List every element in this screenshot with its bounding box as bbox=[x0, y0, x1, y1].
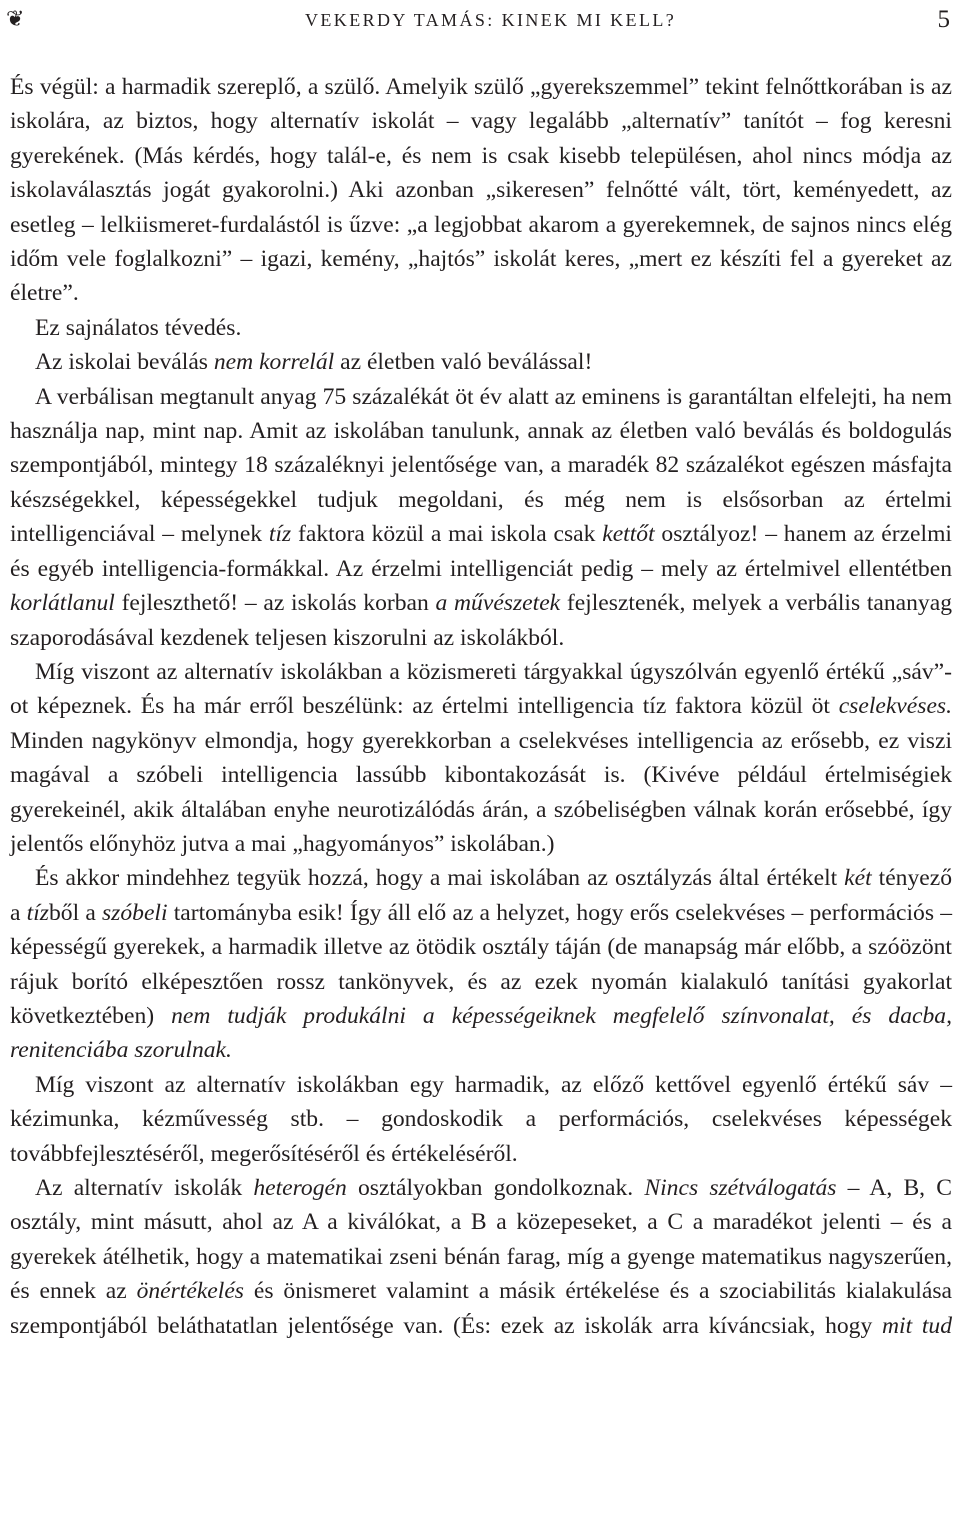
fleuron-ornament-icon: ❦ bbox=[6, 6, 25, 31]
emphasis: két bbox=[844, 865, 872, 892]
emphasis: tíz bbox=[268, 521, 292, 548]
paragraph bbox=[10, 1068, 952, 1171]
running-title: VEKERDY TAMÁS: KINEK MI KELL? bbox=[305, 10, 677, 30]
text-run: Míg viszont az alternatív iskolákban egy harmadik, az előző kettővel egyenlő értékű sáv – kézimunka, kézművesség stb. – gondoskodik a performációs, cselekvéses képességek továbbfejlesztéséről, megerősítéséről és értékeléséről. bbox=[10, 1071, 952, 1167]
text-run: fejleszthető! – az iskolás korban bbox=[114, 590, 436, 617]
text-run: Ez sajnálatos tévedés. bbox=[35, 314, 242, 341]
paragraph bbox=[10, 311, 952, 345]
text-run: Míg viszont az alternatív iskolákban a közismereti tárgyakkal úgyszólván egyenlő értékű „sáv”-ot képeznek. És ha már erről beszélünk: az értelmi intelligencia tíz faktora közül öt bbox=[10, 658, 952, 720]
paragraph bbox=[10, 1171, 952, 1343]
text-run: az életben való beválással! bbox=[334, 349, 593, 376]
paragraph bbox=[10, 861, 952, 1067]
text-run: tartományba esik! Így áll elő az a helyzet, hogy erős cselekvéses – performációs – képességű gyerekek, a harmadik illetve az ötödik osztály táján (de manapság már előbb, a szóözönt rájuk borító elképesztően rossz tankönyvek, és az ezek nyomán kialakuló tanítási gyakorlat következtében) bbox=[10, 899, 953, 1029]
emphasis: a művészetek bbox=[435, 590, 561, 617]
text-run: A verbálisan megtanult anyag 75 százalékát öt év alatt az eminens is garantáltan elfelejti, ha nem használja nap, mint nap. Amit az iskolában tanulunk, annak az életben való beválás és boldogulás szempontjából, mintegy 18 százaléknyi jelentősége van, a maradék 82 százalékot egészen másfajta készségekkel, képességekkel tudjuk megoldani, és még nem is elsősorban az értelmi intelligenciával – melynek bbox=[10, 383, 952, 548]
emphasis: mit tud bbox=[881, 1312, 952, 1339]
text-run: – A, B, C osztály, mint másutt, ahol az A a kiválókat, a B a közepeseket, a C a maradékot jelenti – és a gyerekek átélhetik, hogy a matematikai zseni bénán farag, míg a gyenge matematikus nagyszerűen, és ennek az bbox=[10, 1175, 953, 1305]
paragraph bbox=[10, 380, 952, 655]
text-run: fejlesztenék, melyek a verbális tananyag szaporodásával kezdenek teljesen kiszorulni az iskolákból. bbox=[10, 590, 953, 651]
emphasis: önértékelés bbox=[136, 1278, 244, 1305]
text-run: ből a bbox=[48, 899, 102, 926]
emphasis: korlátlanul bbox=[10, 590, 115, 617]
emphasis: nem tudják produkálni a képességeiknek megfelelő színvonalat, és dacba, renitenciába szorulnak. bbox=[10, 1002, 952, 1064]
emphasis: nem korrelál bbox=[213, 349, 335, 376]
text-run: És végül: a harmadik szereplő, a szülő. Amelyik szülő „gyerekszemmel” tekint felnőttkorában is az iskolára, az biztos, hogy alternatív iskolát – vagy legalább „alternatív” tanítót – fog keresni gyerekének. (Más kérdés, hogy talál-e, és nem is csak kisebb településen, ahol nincs módja az iskolaválasztás jogát gyakorolni.) Aki azonban „sikeresen” felnőtté vált, tört, keményedett, az esetleg – lelkiismeret-furdalástól is űzve: „a legjobbat akarom a gyerekemnek, de sajnos nincs elég időm vele foglalkozni” – igazi, kemény, „hajtós” iskolát keres, „mert ez készíti fel a gyereket az életre”. bbox=[10, 74, 952, 307]
emphasis: tíz bbox=[26, 899, 49, 926]
text-run: Az iskolai beválás bbox=[35, 349, 214, 376]
text-run: Az alternatív iskolák bbox=[35, 1175, 254, 1201]
running-header bbox=[0, 4, 960, 34]
body-text bbox=[10, 70, 952, 1343]
text-run: És akkor mindehhez tegyük hozzá, hogy a mai iskolában az osztályzás által értékelt bbox=[35, 865, 845, 892]
emphasis: Nincs szétválogatás bbox=[644, 1175, 837, 1201]
emphasis: heterogén bbox=[253, 1175, 347, 1201]
emphasis: cselekvéses. bbox=[838, 693, 952, 720]
paragraph bbox=[10, 655, 952, 861]
emphasis: szóbeli bbox=[102, 899, 168, 926]
emphasis: kettőt bbox=[602, 521, 655, 548]
text-run: osztályoz! – hanem az érzelmi és egyéb intelligencia-formákkal. Az érzelmi intelligenciát pedig – mely az értelmivel ellentétben bbox=[10, 521, 952, 582]
text-run: Minden nagykönyv elmondja, hogy gyerekkorban a cselekvéses intelligencia az erősebb, ez viszi magával a szóbeli intelligencia lassúbb kibontakozását is. (Kivéve például értelmiségiek gyerekeinél, akik általában enyhe neurotizálódás árán, a szóbeliségben válnak korán erősebbé, így jelentős előnyhöz jutva a mai „hagyományos” iskolában.) bbox=[10, 727, 952, 857]
text-run: osztályokban gondolkoznak. bbox=[346, 1175, 645, 1201]
text-run: tényező a bbox=[10, 865, 952, 926]
text-run: faktora közül a mai iskola csak bbox=[291, 521, 603, 548]
page-number: 5 bbox=[937, 6, 950, 33]
paragraph bbox=[10, 345, 952, 379]
text-run: és önismeret valamint a másik értékelése és a szociabilitás kialakulása szempontjából beláthatatlan jelentősége van. (És: ezek az iskolák arra kíváncsiak, hogy bbox=[10, 1278, 952, 1339]
paragraph bbox=[10, 70, 952, 311]
